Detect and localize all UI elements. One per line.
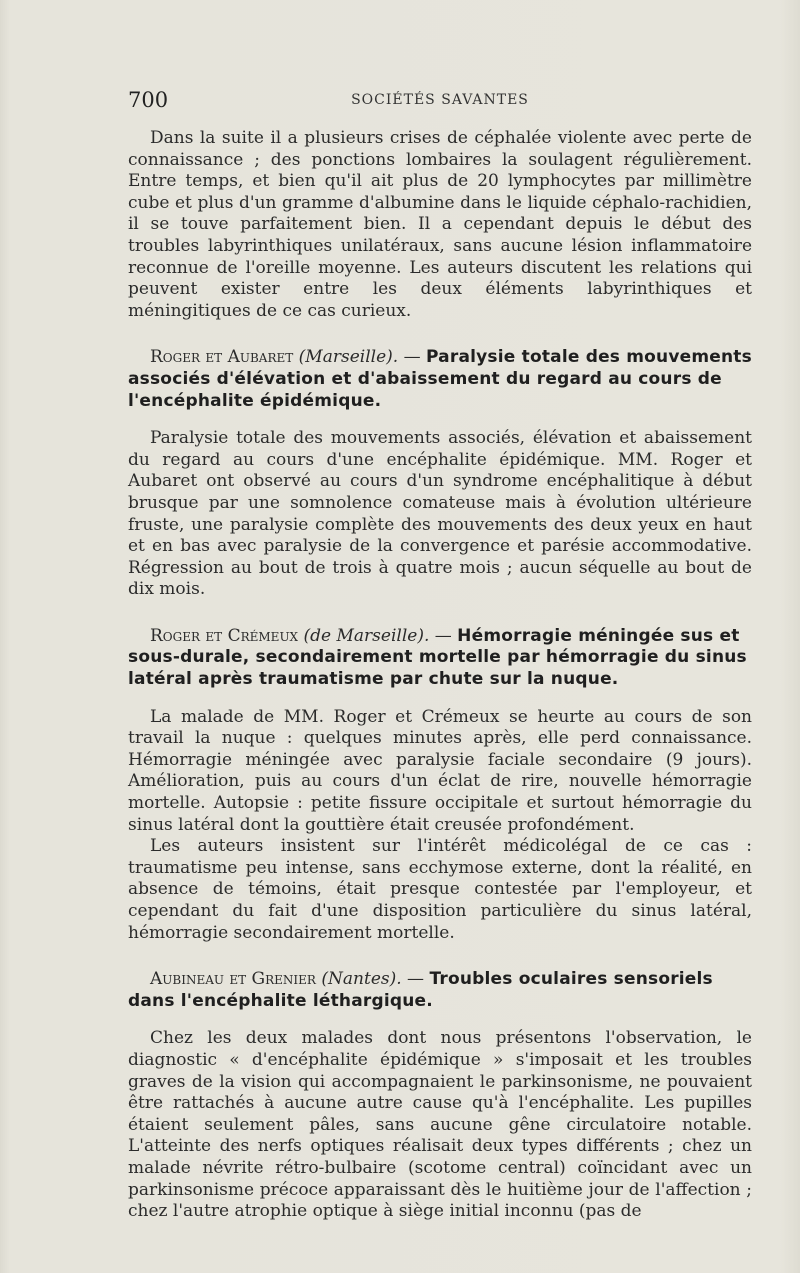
heading-dash: — xyxy=(429,625,458,646)
section-paragraph: Paralysie totale des mouvements associés, élévation et abaissement du regard au cours d'une encéphalite épidémique. MM. Roger et Aubaret ont observé au cours d'un syndrome encéphalitique à début brusque par une somnolence comateuse mais à évolution ultérieure fruste, une paralysie complète des mouvements des deux yeux en haut et en bas avec paralysie de la convergence et parésie accommodative. Régression au bout de trois à quatre mois ; aucun séquelle au bout de dix mois. xyxy=(128,428,752,600)
abstract-roger-cremeux xyxy=(128,626,752,944)
section-authors: Roger et Crémeux xyxy=(150,625,299,646)
page-body xyxy=(128,128,752,1223)
section-authors: Aubineau et Grenier xyxy=(150,969,316,990)
running-title: SOCIÉTÉS SAVANTES xyxy=(351,92,529,108)
section-paragraph: Les auteurs insistent sur l'intérêt médicolégal de ce cas : traumatisme peu intense, sans ecchymose externe, dont la réalité, en absence de témoins, était presque contestée par l'employeur, et cependant du fait d'une disposition particulière du sinus latéral, hémorragie secondairement mortelle. xyxy=(128,836,752,943)
section-body xyxy=(128,1028,752,1222)
section-title: Troubles oculaires sensoriels dans l'encéphalite léthargique. xyxy=(128,969,713,1011)
section-place: (Nantes). xyxy=(321,969,402,990)
heading-dash: — xyxy=(398,347,426,368)
page-header xyxy=(128,88,752,116)
section-place: (Marseille). xyxy=(298,347,399,368)
heading-dash: — xyxy=(401,969,430,990)
section-body xyxy=(128,428,752,601)
intro-paragraph: Dans la suite il a plusieurs crises de céphalée violente avec perte de connaissance ; des ponctions lombaires la soulagent régulièrement. Entre temps, et bien qu'il ait plus de 20 lymphocytes par millimètre cube et plus d'un gramme d'albumine dans le liquide céphalo-rachidien, il se touve parfaitement bien. Il a cependant depuis le début des troubles labyrinthiques unilatéraux, sans aucune lésion inflammatoire reconnue de l'oreille moyenne. Les auteurs discutent les relations qui peuvent exister entre les deux éléments labyrinthiques et méningitiques de ce cas curieux. xyxy=(128,128,752,321)
section-title: Paralysie totale des mouvements associés d'élévation et d'abaissement du regard au cours de l'encéphalite épidémique. xyxy=(128,347,752,411)
section-heading xyxy=(128,347,752,412)
page-number: 700 xyxy=(128,88,169,112)
abstract-aubineau-grenier xyxy=(128,969,752,1223)
section-paragraph: Chez les deux malades dont nous présentons l'observation, le diagnostic « d'encéphalite épidémique » s'imposait et les troubles graves de la vision qui accompagnaient le parkinsonisme, ne pouvaient être rattachés à aucune autre cause qu'à l'encéphalite. Les pupilles étaient seulement pâles, sans aucune gêne circulatoire notable. L'atteinte des nerfs optiques réalisait deux types différents ; chez un malade névrite rétro-bulbaire (scotome central) coïncidant avec un parkinsonisme précoce apparaissant dès le huitième jour de l'affection ; chez l'autre atrophie optique à siège initial inconnu (pas de xyxy=(128,1028,752,1222)
section-body xyxy=(128,707,752,945)
abstract-roger-aubaret xyxy=(128,347,752,601)
section-paragraph: La malade de MM. Roger et Crémeux se heurte au cours de son travail la nuque : quelques minutes après, elle perd connaissance. Hémorragie méningée avec paralysie faciale secondaire (9 jours). Amélioration, puis au cours d'un éclat de rire, nouvelle hémorragie mortelle. Autopsie : petite fissure occipitale et surtout hémorragie du sinus latéral dont la gouttière était creusée profondément. xyxy=(128,706,752,835)
section-heading xyxy=(128,626,752,691)
section-heading xyxy=(128,969,752,1012)
section-place: (de Marseille). xyxy=(303,625,430,646)
section-authors: Roger et Aubaret xyxy=(150,347,294,368)
section-title: Hémorragie méningée sus et sous-durale, secondairement mortelle par hémorragie du sinus latéral après traumatisme par chute sur la nuque. xyxy=(128,625,747,690)
